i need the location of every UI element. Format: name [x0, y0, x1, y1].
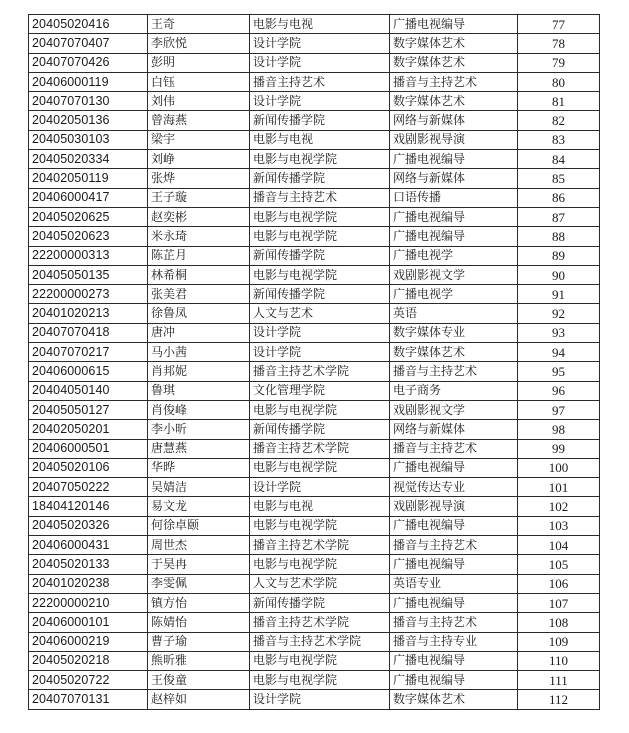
student-id-cell: 20407070418 [29, 323, 148, 342]
rank-cell: 96 [518, 381, 600, 400]
major-cell: 数字媒体艺术 [390, 343, 518, 362]
college-cell: 电影与电视学院 [250, 400, 390, 419]
student-id-cell: 18404120146 [29, 497, 148, 516]
student-id-cell: 20405020133 [29, 555, 148, 574]
student-name-cell: 于昊冉 [148, 555, 250, 574]
rank-cell: 78 [518, 34, 600, 53]
major-cell: 广播电视编导 [390, 207, 518, 226]
student-name-cell: 王奇 [148, 15, 250, 34]
college-cell: 电影与电视学院 [250, 651, 390, 670]
college-cell: 设计学院 [250, 478, 390, 497]
college-cell: 人文与艺术 [250, 304, 390, 323]
college-cell: 电影与电视学院 [250, 516, 390, 535]
student-name-cell: 张烨 [148, 169, 250, 188]
student-name-cell: 易文龙 [148, 497, 250, 516]
student-name-cell: 李小昕 [148, 420, 250, 439]
major-cell: 数字媒体艺术 [390, 34, 518, 53]
college-cell: 电影与电视 [250, 130, 390, 149]
college-cell: 设计学院 [250, 323, 390, 342]
rank-cell: 89 [518, 246, 600, 265]
table-row [29, 343, 600, 362]
college-cell: 电影与电视 [250, 497, 390, 516]
student-id-cell: 20407070407 [29, 34, 148, 53]
rank-cell: 103 [518, 516, 600, 535]
student-name-cell: 周世杰 [148, 536, 250, 555]
student-name-cell: 何徐卓颐 [148, 516, 250, 535]
student-name-cell: 刘伟 [148, 92, 250, 111]
major-cell: 广播电视编导 [390, 671, 518, 690]
college-cell: 播音与主持艺术 [250, 188, 390, 207]
table-row [29, 72, 600, 91]
student-id-cell: 20405020106 [29, 458, 148, 477]
student-id-cell: 20407070426 [29, 53, 148, 72]
major-cell: 播音与主持艺术 [390, 362, 518, 381]
table-row [29, 362, 600, 381]
student-id-cell: 20402050136 [29, 111, 148, 130]
college-cell: 电影与电视学院 [250, 207, 390, 226]
rank-cell: 98 [518, 420, 600, 439]
rank-cell: 90 [518, 265, 600, 284]
student-name-cell: 镇方怡 [148, 593, 250, 612]
college-cell: 电影与电视学院 [250, 671, 390, 690]
student-name-cell: 彭明 [148, 53, 250, 72]
table-row [29, 613, 600, 632]
rank-cell: 91 [518, 285, 600, 304]
student-name-cell: 曹子瑜 [148, 632, 250, 651]
rank-cell: 85 [518, 169, 600, 188]
major-cell: 播音与主持艺术 [390, 439, 518, 458]
college-cell: 新闻传播学院 [250, 169, 390, 188]
college-cell: 设计学院 [250, 34, 390, 53]
student-id-cell: 20406000431 [29, 536, 148, 555]
major-cell: 网络与新媒体 [390, 169, 518, 188]
college-cell: 人文与艺术学院 [250, 574, 390, 593]
major-cell: 数字媒体艺术 [390, 690, 518, 709]
rank-cell: 84 [518, 150, 600, 169]
student-name-cell: 肖俊峰 [148, 400, 250, 419]
table-row [29, 690, 600, 709]
rank-cell: 88 [518, 227, 600, 246]
table-row [29, 188, 600, 207]
student-name-cell: 林希桐 [148, 265, 250, 284]
student-id-cell: 20405050127 [29, 400, 148, 419]
table-row [29, 381, 600, 400]
table-row [29, 92, 600, 111]
rank-cell: 111 [518, 671, 600, 690]
table-row [29, 536, 600, 555]
student-id-cell: 20407070217 [29, 343, 148, 362]
student-name-cell: 华晔 [148, 458, 250, 477]
major-cell: 戏剧影视导演 [390, 497, 518, 516]
student-id-cell: 22200000313 [29, 246, 148, 265]
college-cell: 设计学院 [250, 343, 390, 362]
student-name-cell: 曾海燕 [148, 111, 250, 130]
student-id-cell: 20405020218 [29, 651, 148, 670]
major-cell: 广播电视编导 [390, 651, 518, 670]
table-row [29, 227, 600, 246]
student-name-cell: 赵梓如 [148, 690, 250, 709]
student-id-cell: 20405020722 [29, 671, 148, 690]
major-cell: 广播电视编导 [390, 150, 518, 169]
major-cell: 广播电视学 [390, 246, 518, 265]
college-cell: 电影与电视学院 [250, 265, 390, 284]
college-cell: 播音主持艺术学院 [250, 439, 390, 458]
table-row [29, 34, 600, 53]
college-cell: 新闻传播学院 [250, 593, 390, 612]
student-id-cell: 20404050140 [29, 381, 148, 400]
college-cell: 新闻传播学院 [250, 246, 390, 265]
college-cell: 新闻传播学院 [250, 420, 390, 439]
college-cell: 新闻传播学院 [250, 111, 390, 130]
college-cell: 设计学院 [250, 53, 390, 72]
college-cell: 播音主持艺术学院 [250, 362, 390, 381]
major-cell: 口语传播 [390, 188, 518, 207]
table-row [29, 478, 600, 497]
major-cell: 英语 [390, 304, 518, 323]
student-name-cell: 陈芷月 [148, 246, 250, 265]
major-cell: 广播电视编导 [390, 458, 518, 477]
student-id-cell: 20401020238 [29, 574, 148, 593]
table-row [29, 246, 600, 265]
college-cell: 设计学院 [250, 92, 390, 111]
ranking-table [28, 14, 600, 710]
student-id-cell: 20405020625 [29, 207, 148, 226]
student-name-cell: 唐冲 [148, 323, 250, 342]
table-row [29, 304, 600, 323]
rank-cell: 106 [518, 574, 600, 593]
table-row [29, 497, 600, 516]
rank-cell: 101 [518, 478, 600, 497]
table-row [29, 458, 600, 477]
student-id-cell: 20405020623 [29, 227, 148, 246]
college-cell: 电影与电视学院 [250, 150, 390, 169]
major-cell: 广播电视编导 [390, 516, 518, 535]
major-cell: 播音与主持专业 [390, 632, 518, 651]
student-name-cell: 熊昕雅 [148, 651, 250, 670]
student-id-cell: 20406000615 [29, 362, 148, 381]
student-name-cell: 李欣悦 [148, 34, 250, 53]
student-name-cell: 王子璇 [148, 188, 250, 207]
rank-cell: 107 [518, 593, 600, 612]
major-cell: 视觉传达专业 [390, 478, 518, 497]
student-id-cell: 20402050119 [29, 169, 148, 188]
table-row [29, 150, 600, 169]
major-cell: 播音与主持艺术 [390, 613, 518, 632]
rank-cell: 108 [518, 613, 600, 632]
major-cell: 网络与新媒体 [390, 111, 518, 130]
rank-cell: 97 [518, 400, 600, 419]
table-row [29, 323, 600, 342]
table-row [29, 53, 600, 72]
student-name-cell: 米永琦 [148, 227, 250, 246]
student-name-cell: 刘峥 [148, 150, 250, 169]
student-name-cell: 张美君 [148, 285, 250, 304]
college-cell: 播音主持艺术学院 [250, 536, 390, 555]
table-row [29, 632, 600, 651]
rank-cell: 102 [518, 497, 600, 516]
table-row [29, 671, 600, 690]
student-id-cell: 20401020213 [29, 304, 148, 323]
rank-cell: 86 [518, 188, 600, 207]
table-row [29, 574, 600, 593]
table-row [29, 593, 600, 612]
college-cell: 电影与电视学院 [250, 227, 390, 246]
student-id-cell: 20406000501 [29, 439, 148, 458]
student-id-cell: 20406000101 [29, 613, 148, 632]
student-id-cell: 20406000219 [29, 632, 148, 651]
student-name-cell: 李雯佩 [148, 574, 250, 593]
college-cell: 电影与电视学院 [250, 458, 390, 477]
rank-cell: 82 [518, 111, 600, 130]
student-name-cell: 吴婧洁 [148, 478, 250, 497]
rank-cell: 95 [518, 362, 600, 381]
table-row [29, 651, 600, 670]
student-id-cell: 20402050201 [29, 420, 148, 439]
student-name-cell: 肖邦妮 [148, 362, 250, 381]
student-name-cell: 马小茜 [148, 343, 250, 362]
student-id-cell: 20405030103 [29, 130, 148, 149]
rank-cell: 105 [518, 555, 600, 574]
table-row [29, 285, 600, 304]
major-cell: 数字媒体艺术 [390, 92, 518, 111]
major-cell: 网络与新媒体 [390, 420, 518, 439]
major-cell: 数字媒体艺术 [390, 53, 518, 72]
college-cell: 播音主持艺术学院 [250, 613, 390, 632]
major-cell: 数字媒体专业 [390, 323, 518, 342]
college-cell: 文化管理学院 [250, 381, 390, 400]
rank-cell: 110 [518, 651, 600, 670]
table-row [29, 439, 600, 458]
student-name-cell: 鲁琪 [148, 381, 250, 400]
major-cell: 广播电视编导 [390, 15, 518, 34]
student-id-cell: 20405020416 [29, 15, 148, 34]
rank-cell: 80 [518, 72, 600, 91]
major-cell: 英语专业 [390, 574, 518, 593]
rank-cell: 77 [518, 15, 600, 34]
rank-cell: 92 [518, 304, 600, 323]
student-name-cell: 梁宇 [148, 130, 250, 149]
student-name-cell: 王俊童 [148, 671, 250, 690]
major-cell: 播音与主持艺术 [390, 536, 518, 555]
table-row [29, 15, 600, 34]
student-id-cell: 20405020334 [29, 150, 148, 169]
student-id-cell: 20407050222 [29, 478, 148, 497]
student-name-cell: 唐慧燕 [148, 439, 250, 458]
major-cell: 戏剧影视导演 [390, 130, 518, 149]
major-cell: 广播电视编导 [390, 593, 518, 612]
rank-cell: 79 [518, 53, 600, 72]
rank-cell: 94 [518, 343, 600, 362]
student-name-cell: 白钰 [148, 72, 250, 91]
major-cell: 广播电视编导 [390, 555, 518, 574]
rank-cell: 93 [518, 323, 600, 342]
student-id-cell: 20406000417 [29, 188, 148, 207]
table-row [29, 111, 600, 130]
student-id-cell: 20405050135 [29, 265, 148, 284]
rank-cell: 81 [518, 92, 600, 111]
rank-cell: 112 [518, 690, 600, 709]
student-id-cell: 20405020326 [29, 516, 148, 535]
student-id-cell: 22200000210 [29, 593, 148, 612]
student-name-cell: 陈婧怡 [148, 613, 250, 632]
student-id-cell: 20407070130 [29, 92, 148, 111]
rank-cell: 87 [518, 207, 600, 226]
major-cell: 播音与主持艺术 [390, 72, 518, 91]
college-cell: 播音与主持艺术学院 [250, 632, 390, 651]
major-cell: 广播电视学 [390, 285, 518, 304]
rank-cell: 100 [518, 458, 600, 477]
table-row [29, 265, 600, 284]
table-row [29, 555, 600, 574]
major-cell: 广播电视编导 [390, 227, 518, 246]
college-cell: 设计学院 [250, 690, 390, 709]
college-cell: 播音主持艺术 [250, 72, 390, 91]
college-cell: 电影与电视学院 [250, 555, 390, 574]
rank-cell: 104 [518, 536, 600, 555]
rank-cell: 99 [518, 439, 600, 458]
table-row [29, 207, 600, 226]
rank-cell: 109 [518, 632, 600, 651]
college-cell: 电影与电视 [250, 15, 390, 34]
major-cell: 戏剧影视文学 [390, 265, 518, 284]
student-id-cell: 20407070131 [29, 690, 148, 709]
student-id-cell: 22200000273 [29, 285, 148, 304]
rank-cell: 83 [518, 130, 600, 149]
ranking-table-body [29, 15, 600, 710]
table-row [29, 400, 600, 419]
table-row [29, 420, 600, 439]
major-cell: 戏剧影视文学 [390, 400, 518, 419]
student-name-cell: 赵奕彬 [148, 207, 250, 226]
table-row [29, 169, 600, 188]
major-cell: 电子商务 [390, 381, 518, 400]
table-row [29, 516, 600, 535]
college-cell: 新闻传播学院 [250, 285, 390, 304]
student-name-cell: 徐鲁凤 [148, 304, 250, 323]
student-id-cell: 20406000119 [29, 72, 148, 91]
table-row [29, 130, 600, 149]
